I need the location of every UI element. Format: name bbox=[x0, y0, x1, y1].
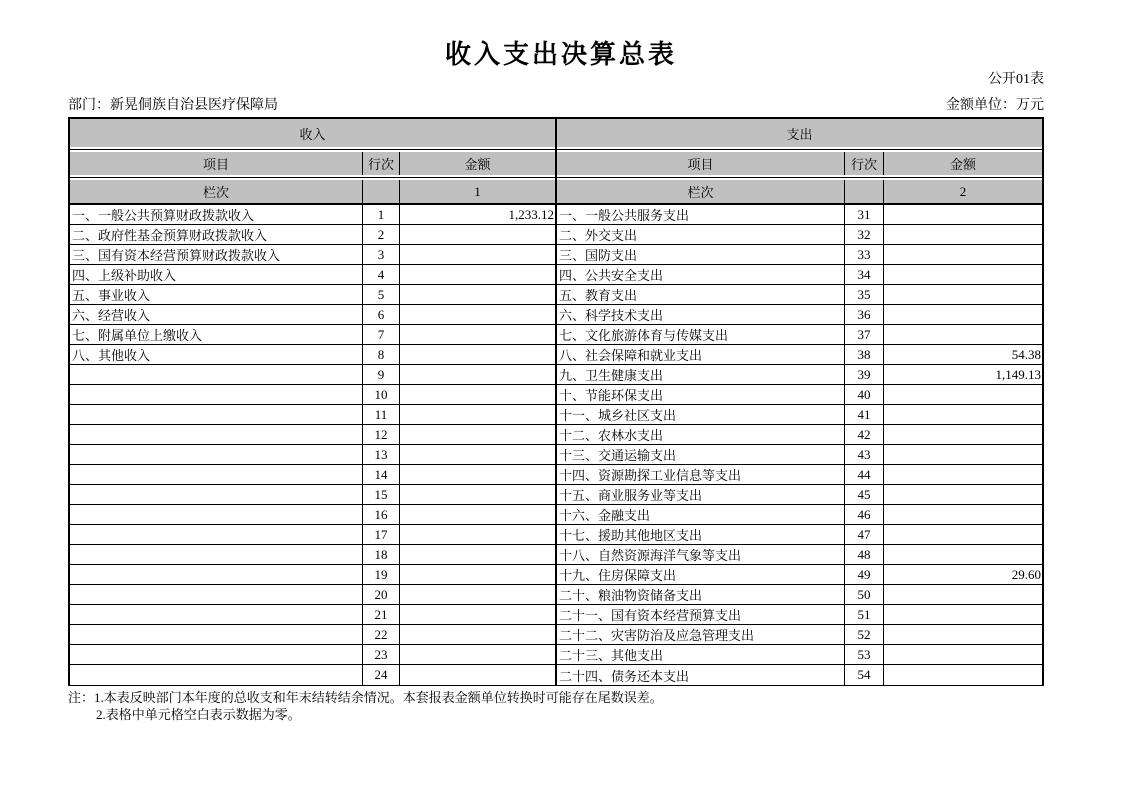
expense-item-cell: 一、一般公共服务支出 bbox=[557, 205, 845, 224]
table-row bbox=[70, 365, 1042, 385]
table-row bbox=[70, 525, 1042, 545]
expense-rowno-cell: 39 bbox=[845, 365, 884, 384]
income-amount-cell bbox=[400, 245, 555, 264]
income-amount-cell bbox=[400, 305, 555, 324]
income-rowno-cell: 20 bbox=[363, 585, 400, 604]
income-rowno-cell: 15 bbox=[363, 485, 400, 504]
income-rowno-cell: 5 bbox=[363, 285, 400, 304]
table-row bbox=[70, 565, 1042, 585]
income-item-cell bbox=[70, 645, 363, 664]
expense-rowno-cell: 37 bbox=[845, 325, 884, 344]
expense-item-cell: 六、科学技术支出 bbox=[557, 305, 845, 324]
expense-amount-cell bbox=[884, 225, 1042, 244]
note-line-1: 注：1.本表反映部门本年度的总收支和年末结转结余情况。本套报表金额单位转换时可能存在尾数误差。 bbox=[68, 690, 663, 705]
expense-item-cell: 十三、交通运输支出 bbox=[557, 445, 845, 464]
expense-section-header: 支出 bbox=[786, 126, 813, 142]
table-body bbox=[70, 205, 1042, 685]
income-amount-cell bbox=[400, 525, 555, 544]
table-row bbox=[70, 465, 1042, 485]
department-label: 部门：新晃侗族自治县医疗保障局 bbox=[68, 98, 278, 113]
expense-amount-cell bbox=[884, 205, 1042, 224]
income-amount-cell bbox=[400, 385, 555, 404]
expense-rowno-cell: 54 bbox=[845, 665, 884, 685]
income-column-number: 1 bbox=[474, 183, 481, 199]
income-rowno-cell: 2 bbox=[363, 225, 400, 244]
expense-item-cell: 七、文化旅游体育与传媒支出 bbox=[557, 325, 845, 344]
income-amount-cell bbox=[400, 645, 555, 664]
expense-item-cell: 十、节能环保支出 bbox=[557, 385, 845, 404]
table-row bbox=[70, 505, 1042, 525]
expense-rowno-cell: 32 bbox=[845, 225, 884, 244]
expense-item-cell: 二十四、债务还本支出 bbox=[557, 665, 845, 685]
income-item-cell bbox=[70, 585, 363, 604]
expense-amount-cell bbox=[884, 305, 1042, 324]
expense-item-cell: 四、公共安全支出 bbox=[557, 265, 845, 284]
expense-lanci-empty bbox=[845, 180, 884, 203]
expense-item-cell: 五、教育支出 bbox=[557, 285, 845, 304]
expense-item-cell: 二十、粮油物资储备支出 bbox=[557, 585, 845, 604]
table-row bbox=[70, 665, 1042, 685]
income-item-cell: 七、附属单位上缴收入 bbox=[70, 325, 363, 344]
note-line-2: 2.表格中单元格空白表示数据为零。 bbox=[96, 707, 301, 722]
expense-column-number: 2 bbox=[959, 183, 967, 199]
expense-amount-header: 金额 bbox=[949, 157, 976, 172]
income-item-cell: 六、经营收入 bbox=[70, 305, 363, 324]
expense-item-cell: 二十二、灾害防治及应急管理支出 bbox=[557, 625, 845, 644]
expense-amount-cell: 1,149.13 bbox=[995, 366, 1041, 382]
expense-rowno-cell: 53 bbox=[845, 645, 884, 664]
expense-item-header: 项目 bbox=[557, 152, 845, 175]
expense-rowno-cell: 35 bbox=[845, 285, 884, 304]
table-row bbox=[70, 225, 1042, 245]
income-amount-cell bbox=[400, 565, 555, 584]
income-item-cell: 三、国有资本经营预算财政拨款收入 bbox=[70, 245, 363, 264]
income-rowno-cell: 23 bbox=[363, 645, 400, 664]
expense-amount-cell bbox=[884, 525, 1042, 544]
income-item-cell: 四、上级补助收入 bbox=[70, 265, 363, 284]
expense-item-cell: 二、外交支出 bbox=[557, 225, 845, 244]
table-row bbox=[70, 265, 1042, 285]
expense-rowno-cell: 49 bbox=[845, 565, 884, 584]
income-item-header: 项目 bbox=[70, 152, 363, 175]
expense-rowno-cell: 46 bbox=[845, 505, 884, 524]
income-rowno-cell: 1 bbox=[363, 205, 400, 224]
income-amount-cell bbox=[400, 325, 555, 344]
income-item-cell bbox=[70, 485, 363, 504]
table-row bbox=[70, 545, 1042, 565]
expense-item-cell: 二十一、国有资本经营预算支出 bbox=[557, 605, 845, 624]
income-item-cell bbox=[70, 565, 363, 584]
expense-item-cell: 二十三、其他支出 bbox=[557, 645, 845, 664]
income-section-header: 收入 bbox=[299, 126, 326, 142]
income-item-cell bbox=[70, 505, 363, 524]
unit-label: 金额单位：万元 bbox=[946, 98, 1044, 113]
expense-amount-cell bbox=[884, 665, 1042, 685]
income-amount-cell bbox=[400, 445, 555, 464]
expense-rowno-cell: 43 bbox=[845, 445, 884, 464]
income-item-cell bbox=[70, 445, 363, 464]
expense-amount-cell bbox=[884, 605, 1042, 624]
expense-rowno-cell: 51 bbox=[845, 605, 884, 624]
section-header-row bbox=[70, 119, 1042, 147]
income-amount-cell bbox=[400, 365, 555, 384]
income-item-cell bbox=[70, 405, 363, 424]
income-item-cell: 一、一般公共预算财政拨款收入 bbox=[70, 205, 363, 224]
income-item-cell bbox=[70, 425, 363, 444]
income-amount-cell bbox=[400, 665, 555, 685]
income-rowno-cell: 13 bbox=[363, 445, 400, 464]
expense-rowno-cell: 31 bbox=[845, 205, 884, 224]
income-rowno-cell: 21 bbox=[363, 605, 400, 624]
income-item-cell bbox=[70, 465, 363, 484]
table-row bbox=[70, 285, 1042, 305]
expense-lanci-label: 栏次 bbox=[557, 180, 845, 203]
expense-item-cell: 十四、资源勘探工业信息等支出 bbox=[557, 465, 845, 484]
income-amount-cell bbox=[400, 545, 555, 564]
expense-rowno-cell: 47 bbox=[845, 525, 884, 544]
expense-item-cell: 十六、金融支出 bbox=[557, 505, 845, 524]
expense-amount-cell bbox=[884, 545, 1042, 564]
income-item-cell: 八、其他收入 bbox=[70, 345, 363, 364]
income-amount-cell bbox=[400, 505, 555, 524]
expense-rowno-cell: 34 bbox=[845, 265, 884, 284]
expense-rowno-cell: 38 bbox=[845, 345, 884, 364]
income-amount-cell bbox=[400, 485, 555, 504]
expense-item-cell: 十九、住房保障支出 bbox=[557, 565, 845, 584]
expense-amount-cell bbox=[884, 505, 1042, 524]
expense-amount-cell bbox=[884, 445, 1042, 464]
expense-item-cell: 十一、城乡社区支出 bbox=[557, 405, 845, 424]
income-rowno-cell: 24 bbox=[363, 665, 400, 685]
table-row bbox=[70, 345, 1042, 365]
expense-amount-cell bbox=[884, 625, 1042, 644]
income-amount-cell bbox=[400, 345, 555, 364]
income-item-cell: 二、政府性基金预算财政拨款收入 bbox=[70, 225, 363, 244]
expense-amount-cell bbox=[884, 465, 1042, 484]
expense-amount-cell: 54.38 bbox=[1011, 346, 1041, 362]
income-rowno-cell: 4 bbox=[363, 265, 400, 284]
expense-rowno-cell: 36 bbox=[845, 305, 884, 324]
expense-amount-cell bbox=[884, 405, 1042, 424]
table-row bbox=[70, 205, 1042, 225]
table-row bbox=[70, 405, 1042, 425]
expense-amount-cell bbox=[884, 585, 1042, 604]
table-row bbox=[70, 325, 1042, 345]
expense-item-cell: 九、卫生健康支出 bbox=[557, 365, 845, 384]
income-rowno-cell: 3 bbox=[363, 245, 400, 264]
expense-item-cell: 十八、自然资源海洋气象等支出 bbox=[557, 545, 845, 564]
expense-amount-cell bbox=[884, 325, 1042, 344]
expense-amount-cell bbox=[884, 425, 1042, 444]
page-title: 收入支出决算总表 bbox=[444, 40, 677, 69]
table-row bbox=[70, 585, 1042, 605]
income-amount-header: 金额 bbox=[464, 157, 491, 172]
expense-amount-cell bbox=[884, 485, 1042, 504]
table-row bbox=[70, 385, 1042, 405]
column-number-row bbox=[70, 180, 1042, 205]
income-item-cell bbox=[70, 385, 363, 404]
income-rowno-cell: 6 bbox=[363, 305, 400, 324]
expense-amount-cell: 29.60 bbox=[1011, 566, 1041, 582]
expense-item-cell: 十五、商业服务业等支出 bbox=[557, 485, 845, 504]
income-rowno-cell: 14 bbox=[363, 465, 400, 484]
expense-item-cell: 八、社会保障和就业支出 bbox=[557, 345, 845, 364]
expense-rowno-cell: 48 bbox=[845, 545, 884, 564]
income-amount-cell bbox=[400, 585, 555, 604]
notes bbox=[68, 689, 1068, 723]
income-rowno-cell: 8 bbox=[363, 345, 400, 364]
income-amount-cell bbox=[400, 425, 555, 444]
income-item-cell bbox=[70, 605, 363, 624]
expense-rowno-cell: 45 bbox=[845, 485, 884, 504]
income-rowno-header: 行次 bbox=[363, 152, 400, 175]
expense-rowno-cell: 52 bbox=[845, 625, 884, 644]
income-rowno-cell: 22 bbox=[363, 625, 400, 644]
income-rowno-cell: 7 bbox=[363, 325, 400, 344]
table-row bbox=[70, 245, 1042, 265]
income-amount-cell bbox=[400, 265, 555, 284]
expense-amount-cell bbox=[884, 385, 1042, 404]
income-rowno-cell: 12 bbox=[363, 425, 400, 444]
income-item-cell bbox=[70, 365, 363, 384]
income-amount-cell bbox=[400, 285, 555, 304]
expense-amount-cell bbox=[884, 265, 1042, 284]
expense-item-cell: 三、国防支出 bbox=[557, 245, 845, 264]
expense-item-cell: 十二、农林水支出 bbox=[557, 425, 845, 444]
income-lanci-label: 栏次 bbox=[70, 180, 363, 203]
expense-rowno-header: 行次 bbox=[845, 152, 884, 175]
income-rowno-cell: 10 bbox=[363, 385, 400, 404]
income-rowno-cell: 11 bbox=[363, 405, 400, 424]
income-rowno-cell: 19 bbox=[363, 565, 400, 584]
table-row bbox=[70, 605, 1042, 625]
table-code-label: 公开01表 bbox=[988, 72, 1044, 87]
expense-rowno-cell: 50 bbox=[845, 585, 884, 604]
table-row bbox=[70, 485, 1042, 505]
expense-rowno-cell: 41 bbox=[845, 405, 884, 424]
income-amount-cell bbox=[400, 465, 555, 484]
income-rowno-cell: 17 bbox=[363, 525, 400, 544]
table-row bbox=[70, 445, 1042, 465]
expense-amount-cell bbox=[884, 285, 1042, 304]
income-rowno-cell: 18 bbox=[363, 545, 400, 564]
expense-rowno-cell: 42 bbox=[845, 425, 884, 444]
income-amount-cell bbox=[400, 625, 555, 644]
expense-rowno-cell: 44 bbox=[845, 465, 884, 484]
income-item-cell: 五、事业收入 bbox=[70, 285, 363, 304]
expense-amount-cell bbox=[884, 245, 1042, 264]
table-row bbox=[70, 305, 1042, 325]
expense-amount-cell bbox=[884, 645, 1042, 664]
table-row bbox=[70, 645, 1042, 665]
meta-line bbox=[68, 94, 1044, 114]
income-item-cell bbox=[70, 525, 363, 544]
expense-rowno-cell: 33 bbox=[845, 245, 884, 264]
income-amount-cell bbox=[400, 225, 555, 244]
income-item-cell bbox=[70, 545, 363, 564]
summary-table bbox=[68, 117, 1044, 686]
income-rowno-cell: 16 bbox=[363, 505, 400, 524]
expense-rowno-cell: 40 bbox=[845, 385, 884, 404]
income-item-cell bbox=[70, 665, 363, 685]
table-row bbox=[70, 625, 1042, 645]
expense-item-cell: 十七、援助其他地区支出 bbox=[557, 525, 845, 544]
table-row bbox=[70, 425, 1042, 445]
income-rowno-cell: 9 bbox=[363, 365, 400, 384]
income-item-cell bbox=[70, 625, 363, 644]
income-lanci-empty bbox=[363, 180, 400, 203]
column-header-row bbox=[70, 152, 1042, 175]
income-amount-cell bbox=[400, 605, 555, 624]
income-amount-cell: 1,233.12 bbox=[508, 206, 554, 222]
income-amount-cell bbox=[400, 405, 555, 424]
